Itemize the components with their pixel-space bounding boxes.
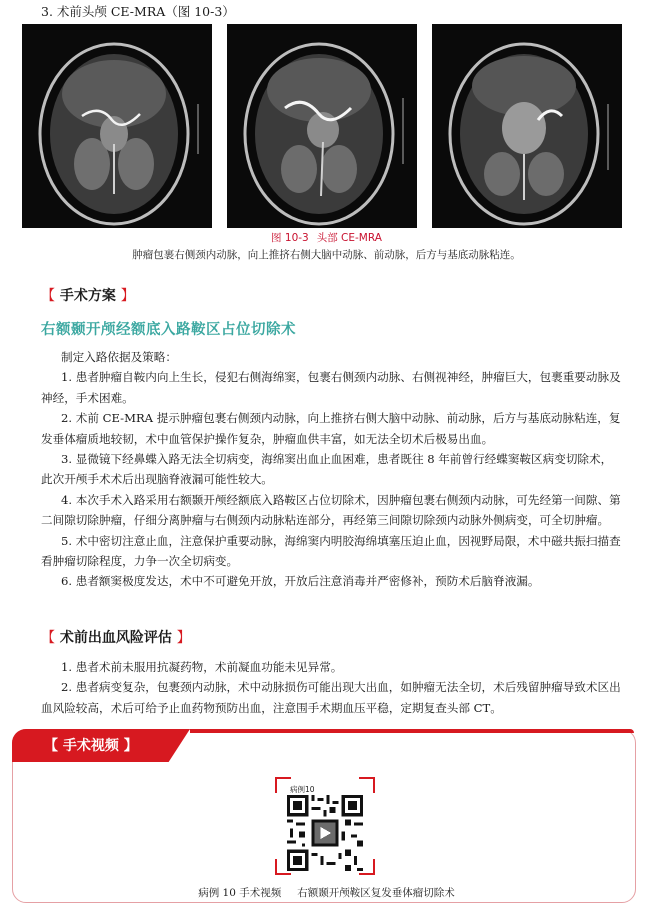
- qr-code-icon[interactable]: [287, 795, 363, 875]
- video-caption: [0, 885, 653, 900]
- video-caption-title: 右额颞开颅鞍区复发垂体瘤切除术: [297, 887, 455, 899]
- video-tab-label: 【 手术视频 】: [44, 738, 138, 754]
- section-heading: 3. 术前头颅 CE-MRA（图 10-3）: [41, 4, 235, 19]
- video-panel-bar: [190, 729, 634, 733]
- mri-figure: [22, 24, 636, 229]
- figure-description: 肿瘤包裹右侧颈内动脉，向上推挤右侧大脑中动脉、前动脉，后方与基底动脉粘连。: [132, 249, 521, 261]
- plan-section-heading: 【 手术方案 】: [41, 288, 135, 304]
- figure-title: 头部 CE-MRA: [316, 232, 382, 244]
- plan-item: 2. 术前 CE-MRA 提示肿瘤包裹右侧颈内动脉，向上推挤右侧大脑中动脉、前动脉，后方与基底动脉粘连，复发垂体瘤质地较韧，术中血管保护操作复杂，肿瘤血供丰富，如无法全切术后极易出血。: [41, 411, 621, 446]
- video-caption-case: 病例 10 手术视频: [198, 887, 282, 899]
- plan-body: [41, 347, 621, 592]
- plan-item: 5. 术中密切注意止血，注意保护重要动脉，海绵窦内明胶海绵填塞压迫止血，因视野局限，术中磁共振扫描查看肿瘤切除程度，力争一次全切病变。: [41, 533, 621, 569]
- risk-item: 2. 患者病变复杂，包裹颈内动脉，术中动脉损伤可能出现大出血，如肿瘤无法全切，术后残留肿瘤导致术区出血风险较高，术后可给予止血药物预防出血，注意围手术期血压平稳，定期复查头部 CT。: [41, 680, 621, 715]
- plan-item: 6. 患者额窦极度发达，术中不可避免开放，开放后注意消毒并严密修补，预防术后脑脊液漏。: [61, 574, 540, 589]
- mri-image-center: [227, 24, 417, 228]
- plan-item: 1. 患者肿瘤自鞍内向上生长，侵犯右侧海绵窦，包裹右侧颈内动脉、右侧视神经，肿瘤巨大，包裹重要动脉及神经，手术困难。: [41, 370, 621, 405]
- plan-intro: 制定入路依据及策略：: [61, 350, 177, 364]
- risk-body: [41, 657, 621, 718]
- plan-item: 4. 本次手术入路采用右额颞开颅经额底入路鞍区占位切除术，因肿瘤包裹右侧颈内动脉，可先经第一间隙、第二间隙切除肿瘤，仔细分离肿瘤与右侧颈内动脉粘连部分，再经第三间隙切除颈内动脉外侧病变，可全切肿瘤。: [41, 492, 621, 528]
- plan-section-title: 手术方案: [59, 288, 116, 304]
- procedure-title: 右额颞开颅经额底入路鞍区占位切除术: [41, 322, 296, 338]
- mri-image-right: [432, 24, 622, 228]
- risk-section-title: 术前出血风险评估: [59, 630, 172, 646]
- figure-caption: [0, 230, 653, 245]
- risk-item: 1. 患者术前未服用抗凝药物，术前凝血功能未见异常。: [61, 660, 343, 674]
- qr-label: 病例10: [290, 785, 315, 794]
- figure-label: 图 10-3: [271, 232, 309, 244]
- mri-image-left: [22, 24, 212, 228]
- risk-section-heading: 【 术前出血风险评估 】: [41, 630, 191, 646]
- plan-item: 3. 显微镜下经鼻蝶入路无法全切病变，海绵窦出血止血困难，患者既往 8 年前曾行经蝶窦鞍区病变切除术，此次开颅手术术后出现脑脊液漏可能性较大。: [41, 452, 613, 487]
